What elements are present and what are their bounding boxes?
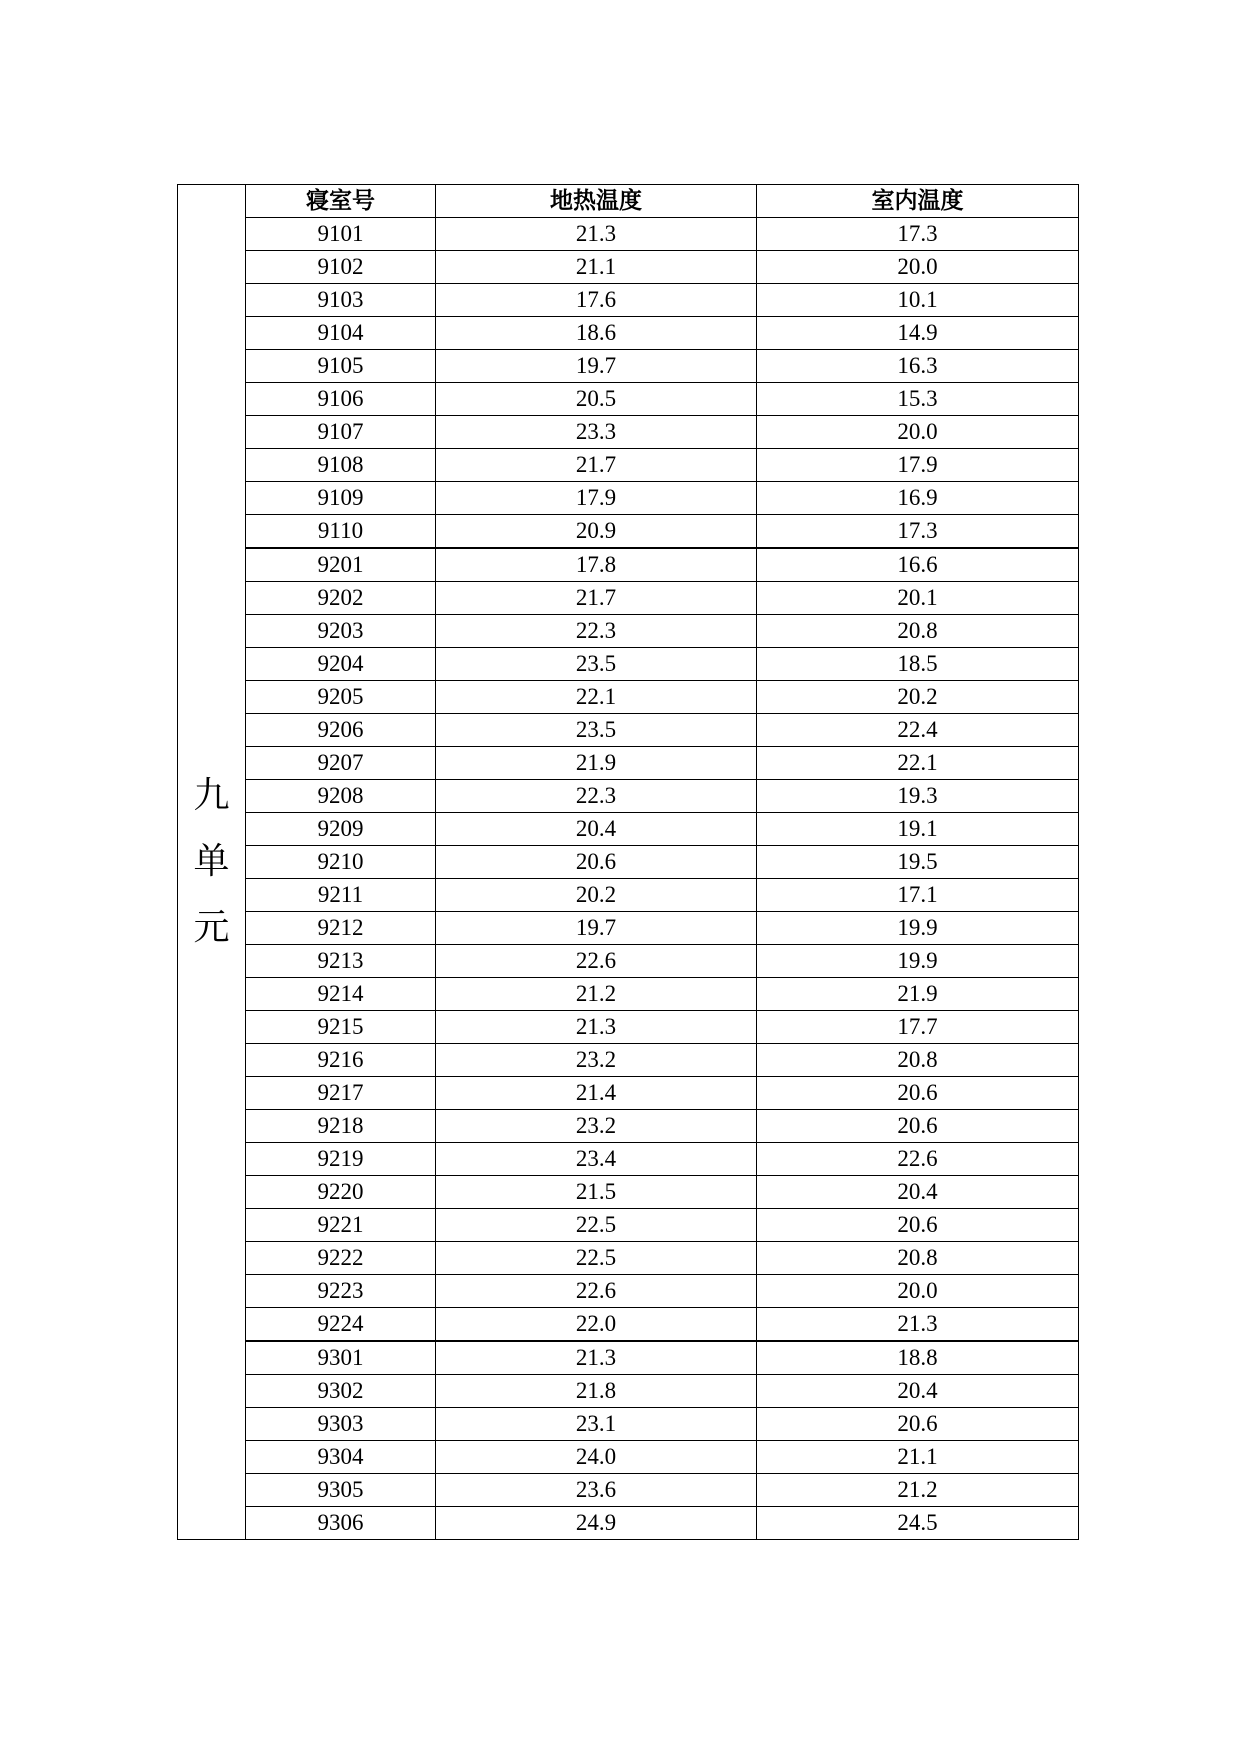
- table-row: [178, 1077, 1079, 1110]
- indoor-temp-cell: 20.8: [757, 615, 1079, 648]
- room-number-cell: 9306: [246, 1507, 436, 1540]
- room-number-cell: 9221: [246, 1209, 436, 1242]
- floor-heating-cell: 21.8: [436, 1375, 757, 1408]
- room-number-cell: 9104: [246, 317, 436, 350]
- indoor-temp-cell: 24.5: [757, 1507, 1079, 1540]
- table-row: [178, 1408, 1079, 1441]
- indoor-temp-cell: 15.3: [757, 383, 1079, 416]
- floor-heating-cell: 23.5: [436, 714, 757, 747]
- header-floor-heating: 地热温度: [436, 185, 757, 218]
- room-number-cell: 9218: [246, 1110, 436, 1143]
- indoor-temp-cell: 22.1: [757, 747, 1079, 780]
- indoor-temp-cell: 19.9: [757, 945, 1079, 978]
- floor-heating-cell: 17.8: [436, 548, 757, 582]
- temperature-table: [177, 184, 1079, 1540]
- indoor-temp-cell: 10.1: [757, 284, 1079, 317]
- floor-heating-cell: 22.3: [436, 615, 757, 648]
- floor-heating-cell: 20.6: [436, 846, 757, 879]
- indoor-temp-cell: 14.9: [757, 317, 1079, 350]
- table-row: [178, 482, 1079, 515]
- indoor-temp-cell: 20.2: [757, 681, 1079, 714]
- floor-heating-cell: 17.9: [436, 482, 757, 515]
- floor-heating-cell: 22.6: [436, 1275, 757, 1308]
- floor-heating-cell: 19.7: [436, 350, 757, 383]
- indoor-temp-cell: 20.4: [757, 1176, 1079, 1209]
- table-row: [178, 1143, 1079, 1176]
- room-number-cell: 9105: [246, 350, 436, 383]
- header-row: [178, 185, 1079, 218]
- floor-heating-cell: 21.7: [436, 582, 757, 615]
- room-number-cell: 9303: [246, 1408, 436, 1441]
- indoor-temp-cell: 21.3: [757, 1308, 1079, 1342]
- header-indoor: 室内温度: [757, 185, 1079, 218]
- room-number-cell: 9103: [246, 284, 436, 317]
- indoor-temp-cell: 16.9: [757, 482, 1079, 515]
- floor-heating-cell: 23.1: [436, 1408, 757, 1441]
- room-number-cell: 9220: [246, 1176, 436, 1209]
- indoor-temp-cell: 17.3: [757, 515, 1079, 549]
- table-row: [178, 350, 1079, 383]
- unit-label: 九单元: [193, 775, 230, 948]
- room-number-cell: 9203: [246, 615, 436, 648]
- room-number-cell: 9304: [246, 1441, 436, 1474]
- table-row: [178, 714, 1079, 747]
- room-number-cell: 9204: [246, 648, 436, 681]
- indoor-temp-cell: 18.8: [757, 1341, 1079, 1375]
- indoor-temp-cell: 18.5: [757, 648, 1079, 681]
- table-body: [178, 185, 1079, 1540]
- room-number-cell: 9213: [246, 945, 436, 978]
- table-row: [178, 548, 1079, 582]
- table-row: [178, 449, 1079, 482]
- table-row: [178, 1209, 1079, 1242]
- room-number-cell: 9223: [246, 1275, 436, 1308]
- floor-heating-cell: 24.0: [436, 1441, 757, 1474]
- table-row: [178, 1474, 1079, 1507]
- indoor-temp-cell: 17.9: [757, 449, 1079, 482]
- floor-heating-cell: 21.2: [436, 978, 757, 1011]
- table-row: [178, 978, 1079, 1011]
- floor-heating-cell: 22.5: [436, 1242, 757, 1275]
- indoor-temp-cell: 20.6: [757, 1408, 1079, 1441]
- room-number-cell: 9206: [246, 714, 436, 747]
- room-number-cell: 9305: [246, 1474, 436, 1507]
- room-number-cell: 9209: [246, 813, 436, 846]
- table-row: [178, 1242, 1079, 1275]
- table-row: [178, 284, 1079, 317]
- indoor-temp-cell: 19.3: [757, 780, 1079, 813]
- table-row: [178, 1441, 1079, 1474]
- table-row: [178, 1308, 1079, 1342]
- floor-heating-cell: 21.9: [436, 747, 757, 780]
- indoor-temp-cell: 20.0: [757, 251, 1079, 284]
- indoor-temp-cell: 17.1: [757, 879, 1079, 912]
- floor-heating-cell: 17.6: [436, 284, 757, 317]
- room-number-cell: 9109: [246, 482, 436, 515]
- room-number-cell: 9210: [246, 846, 436, 879]
- table-row: [178, 1176, 1079, 1209]
- table-row: [178, 780, 1079, 813]
- table-row: [178, 912, 1079, 945]
- table-row: [178, 218, 1079, 251]
- room-number-cell: 9222: [246, 1242, 436, 1275]
- table-row: [178, 1275, 1079, 1308]
- table-row: [178, 846, 1079, 879]
- room-number-cell: 9219: [246, 1143, 436, 1176]
- floor-heating-cell: 21.5: [436, 1176, 757, 1209]
- floor-heating-cell: 19.7: [436, 912, 757, 945]
- floor-heating-cell: 18.6: [436, 317, 757, 350]
- indoor-temp-cell: 22.4: [757, 714, 1079, 747]
- room-number-cell: 9110: [246, 515, 436, 549]
- floor-heating-cell: 22.1: [436, 681, 757, 714]
- floor-heating-cell: 21.3: [436, 218, 757, 251]
- room-number-cell: 9214: [246, 978, 436, 1011]
- table-row: [178, 879, 1079, 912]
- floor-heating-cell: 23.2: [436, 1044, 757, 1077]
- room-number-cell: 9101: [246, 218, 436, 251]
- floor-heating-cell: 22.5: [436, 1209, 757, 1242]
- table-row: [178, 251, 1079, 284]
- floor-heating-cell: 23.2: [436, 1110, 757, 1143]
- indoor-temp-cell: 20.1: [757, 582, 1079, 615]
- room-number-cell: 9211: [246, 879, 436, 912]
- table-row: [178, 648, 1079, 681]
- room-number-cell: 9224: [246, 1308, 436, 1342]
- floor-heating-cell: 21.3: [436, 1341, 757, 1375]
- floor-heating-cell: 23.5: [436, 648, 757, 681]
- floor-heating-cell: 24.9: [436, 1507, 757, 1540]
- room-number-cell: 9108: [246, 449, 436, 482]
- room-number-cell: 9215: [246, 1011, 436, 1044]
- room-number-cell: 9202: [246, 582, 436, 615]
- table-row: [178, 582, 1079, 615]
- room-number-cell: 9217: [246, 1077, 436, 1110]
- table-row: [178, 615, 1079, 648]
- indoor-temp-cell: 19.1: [757, 813, 1079, 846]
- room-number-cell: 9205: [246, 681, 436, 714]
- floor-heating-cell: 22.3: [436, 780, 757, 813]
- indoor-temp-cell: 20.8: [757, 1044, 1079, 1077]
- indoor-temp-cell: 19.9: [757, 912, 1079, 945]
- floor-heating-cell: 23.6: [436, 1474, 757, 1507]
- room-number-cell: 9106: [246, 383, 436, 416]
- table-row: [178, 813, 1079, 846]
- indoor-temp-cell: 17.7: [757, 1011, 1079, 1044]
- table-row: [178, 317, 1079, 350]
- header-room: 寝室号: [246, 185, 436, 218]
- floor-heating-cell: 21.1: [436, 251, 757, 284]
- table-row: [178, 1341, 1079, 1375]
- indoor-temp-cell: 20.0: [757, 1275, 1079, 1308]
- floor-heating-cell: 21.7: [436, 449, 757, 482]
- indoor-temp-cell: 21.9: [757, 978, 1079, 1011]
- indoor-temp-cell: 20.8: [757, 1242, 1079, 1275]
- floor-heating-cell: 23.3: [436, 416, 757, 449]
- indoor-temp-cell: 20.4: [757, 1375, 1079, 1408]
- room-number-cell: 9107: [246, 416, 436, 449]
- table-row: [178, 1011, 1079, 1044]
- room-number-cell: 9207: [246, 747, 436, 780]
- floor-heating-cell: 22.6: [436, 945, 757, 978]
- room-number-cell: 9208: [246, 780, 436, 813]
- floor-heating-cell: 21.3: [436, 1011, 757, 1044]
- floor-heating-cell: 20.2: [436, 879, 757, 912]
- indoor-temp-cell: 16.6: [757, 548, 1079, 582]
- table-row: [178, 383, 1079, 416]
- floor-heating-cell: 22.0: [436, 1308, 757, 1342]
- room-number-cell: 9102: [246, 251, 436, 284]
- table-row: [178, 1375, 1079, 1408]
- table-row: [178, 1044, 1079, 1077]
- room-number-cell: 9212: [246, 912, 436, 945]
- table-row: [178, 747, 1079, 780]
- indoor-temp-cell: 20.6: [757, 1110, 1079, 1143]
- indoor-temp-cell: 21.2: [757, 1474, 1079, 1507]
- floor-heating-cell: 21.4: [436, 1077, 757, 1110]
- indoor-temp-cell: 20.6: [757, 1209, 1079, 1242]
- indoor-temp-cell: 19.5: [757, 846, 1079, 879]
- indoor-temp-cell: 20.6: [757, 1077, 1079, 1110]
- unit-cell: [178, 185, 246, 1540]
- floor-heating-cell: 23.4: [436, 1143, 757, 1176]
- room-number-cell: 9216: [246, 1044, 436, 1077]
- table-row: [178, 416, 1079, 449]
- indoor-temp-cell: 16.3: [757, 350, 1079, 383]
- indoor-temp-cell: 20.0: [757, 416, 1079, 449]
- floor-heating-cell: 20.4: [436, 813, 757, 846]
- table-row: [178, 945, 1079, 978]
- room-number-cell: 9302: [246, 1375, 436, 1408]
- room-number-cell: 9201: [246, 548, 436, 582]
- table-row: [178, 1507, 1079, 1540]
- room-number-cell: 9301: [246, 1341, 436, 1375]
- floor-heating-cell: 20.5: [436, 383, 757, 416]
- table-row: [178, 681, 1079, 714]
- indoor-temp-cell: 21.1: [757, 1441, 1079, 1474]
- table-row: [178, 1110, 1079, 1143]
- floor-heating-cell: 20.9: [436, 515, 757, 549]
- indoor-temp-cell: 17.3: [757, 218, 1079, 251]
- indoor-temp-cell: 22.6: [757, 1143, 1079, 1176]
- table-row: [178, 515, 1079, 549]
